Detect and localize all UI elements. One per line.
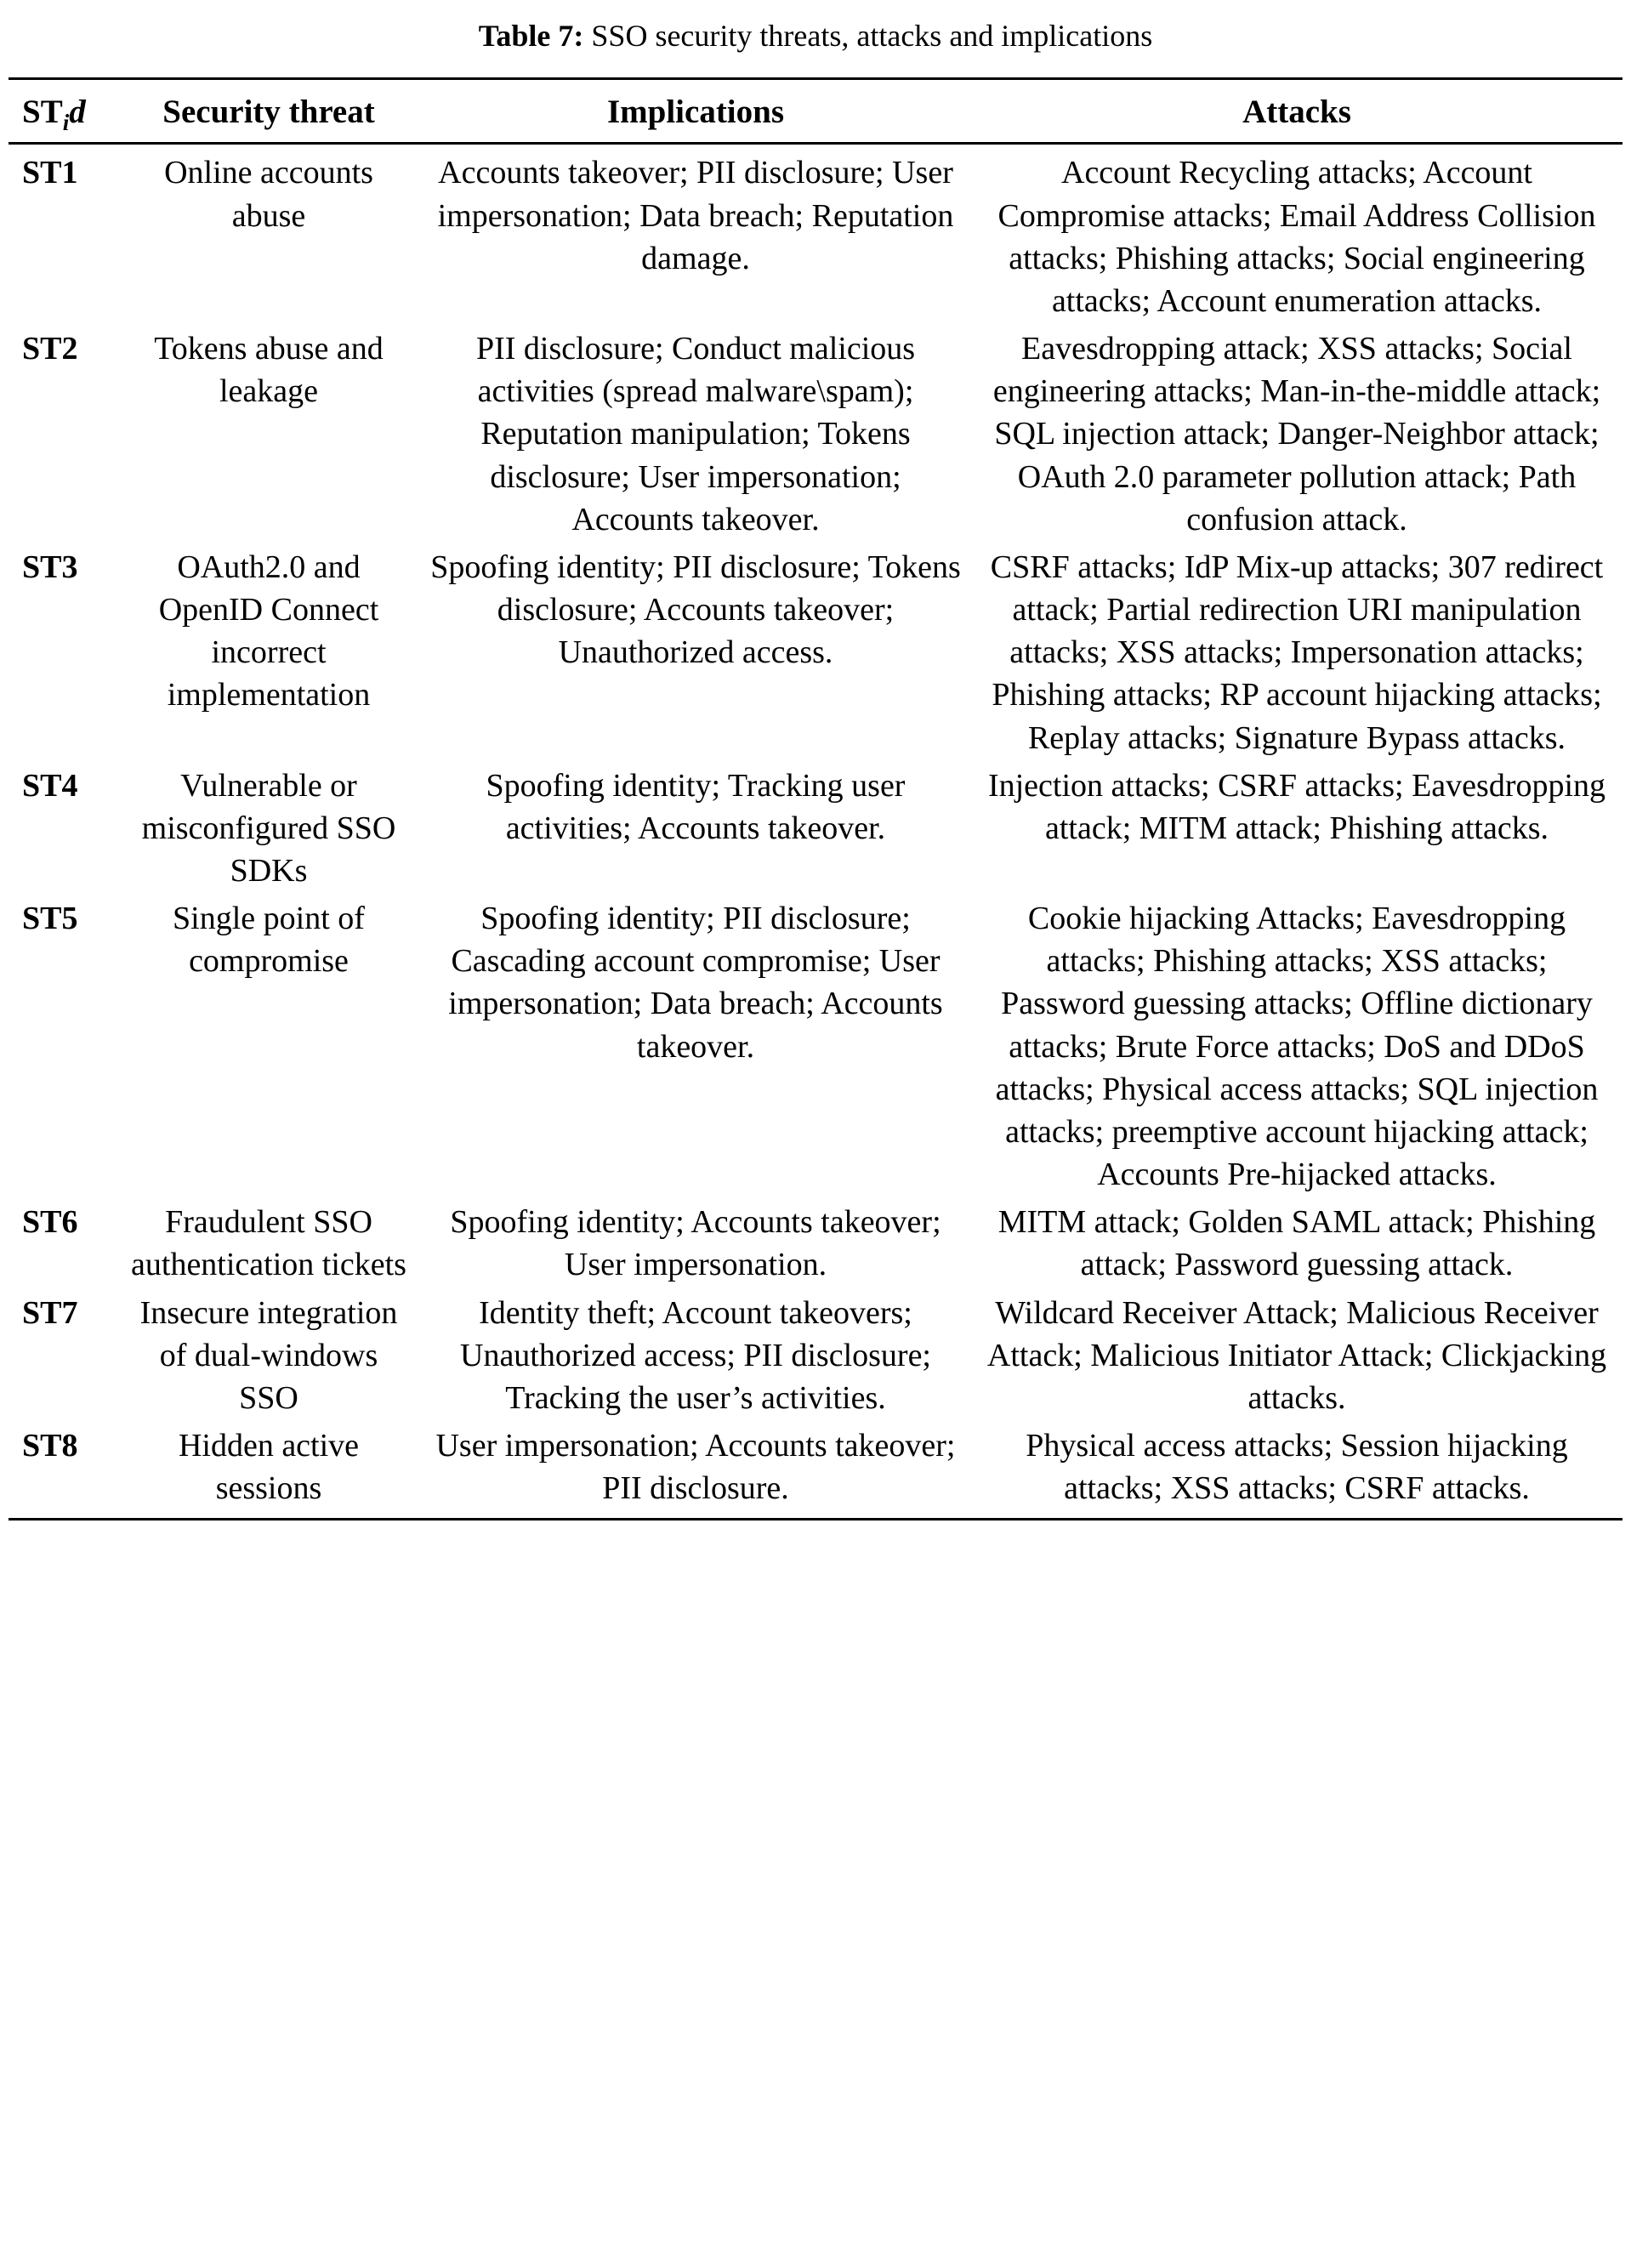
header-cell-implications: Implications: [420, 79, 971, 144]
cell-id: ST3: [22, 549, 78, 585]
cell-implications: Spoofing identity; PII disclosure; Tokens disclosure; Accounts takeover; Unauthorized access.: [430, 549, 961, 671]
cell-id: ST1: [22, 155, 78, 191]
table-row: [9, 762, 1622, 895]
cell-attacks: Injection attacks; CSRF attacks; Eavesdropping attack; MITM attack; Phishing attacks.: [987, 767, 1606, 846]
sso-threats-table: [9, 77, 1622, 1521]
cell-attacks: CSRF attacks; IdP Mix-up attacks; 307 redirect attack; Partial redirection URI manipulation attacks; XSS attacks; Impersonation attacks; Phishing attacks; RP account hijacking attacks; Replay attacks; Signature Bypass attacks.: [990, 549, 1604, 756]
cell-threat: OAuth2.0 and OpenID Connect incorrect implementation: [158, 549, 379, 713]
cell-threat: Vulnerable or misconfigured SSO SDKs: [141, 767, 396, 889]
cell-implications: Spoofing identity; PII disclosure; Cascading account compromise; User impersonation; Data breach; Accounts takeover.: [448, 901, 943, 1065]
cell-attacks: Cookie hijacking Attacks; Eavesdropping attacks; Phishing attacks; XSS attacks; Password guessing attacks; Offline dictionary attacks; Brute Force attacks; DoS and DDoS attacks; Physical access attacks; SQL injection attacks; preemptive account hijacking attack; Accounts Pre-hijacked attacks.: [995, 901, 1599, 1193]
table-row: [9, 1422, 1622, 1520]
header-id-subscript: i: [62, 109, 70, 135]
cell-implications: Spoofing identity; Accounts takeover; User impersonation.: [450, 1204, 941, 1283]
cell-threat: Tokens abuse and leakage: [154, 331, 384, 410]
cell-attacks: MITM attack; Golden SAML attack; Phishing attack; Password guessing attack.: [997, 1204, 1596, 1283]
cell-id: ST2: [22, 331, 78, 367]
header-id-var: d: [69, 94, 86, 130]
header-id-prefix: ST: [22, 94, 63, 130]
cell-implications: PII disclosure; Conduct malicious activities (spread malware\spam); Reputation manipulation; Tokens disclosure; User impersonation; Accounts takeover.: [475, 331, 916, 537]
cell-implications: Identity theft; Account takeovers; Unauthorized access; PII disclosure; Tracking the user’s activities.: [460, 1294, 931, 1416]
cell-threat: Fraudulent SSO authentication tickets: [131, 1204, 406, 1283]
cell-id: ST5: [22, 901, 78, 937]
table-caption-label: Table 7:: [478, 19, 584, 53]
table-row: [9, 144, 1622, 325]
cell-id: ST6: [22, 1204, 78, 1241]
cell-id: ST8: [22, 1428, 78, 1464]
cell-id: ST4: [22, 767, 78, 804]
table-row: [9, 1289, 1622, 1422]
cell-attacks: Account Recycling attacks; Account Compromise attacks; Email Address Collision attacks; Phishing attacks; Social engineering attacks; Account enumeration attacks.: [997, 155, 1596, 319]
cell-threat: Online accounts abuse: [164, 155, 373, 234]
table-row: [9, 325, 1622, 543]
cell-threat: Hidden active sessions: [178, 1428, 360, 1507]
cell-implications: Accounts takeover; PII disclosure; User impersonation; Data breach; Reputation damage.: [437, 155, 954, 276]
table-row: [9, 895, 1622, 1198]
table-row: [9, 543, 1622, 762]
cell-attacks: Eavesdropping attack; XSS attacks; Social engineering attacks; Man-in-the-middle attack; SQL injection attack; Danger-Neighbor attack; OAuth 2.0 parameter pollution attack; Path confusion attack.: [992, 331, 1601, 537]
cell-implications: User impersonation; Accounts takeover; PII disclosure.: [435, 1428, 956, 1507]
table-caption: [9, 17, 1622, 55]
header-cell-threat: Security threat: [117, 79, 420, 144]
table-row: [9, 1198, 1622, 1288]
header-cell-id: [9, 79, 117, 144]
header-cell-attacks: Attacks: [971, 79, 1622, 144]
cell-attacks: Wildcard Receiver Attack; Malicious Receiver Attack; Malicious Initiator Attack; Clickjacking attacks.: [986, 1294, 1607, 1416]
cell-attacks: Physical access attacks; Session hijacking attacks; XSS attacks; CSRF attacks.: [1026, 1428, 1568, 1507]
header-row: [9, 79, 1622, 144]
cell-implications: Spoofing identity; Tracking user activities; Accounts takeover.: [486, 767, 906, 846]
table-caption-text: SSO security threats, attacks and implications: [583, 19, 1153, 53]
cell-threat: Insecure integration of dual-windows SSO: [139, 1294, 398, 1416]
cell-threat: Single point of compromise: [173, 901, 365, 980]
cell-id: ST7: [22, 1294, 78, 1331]
